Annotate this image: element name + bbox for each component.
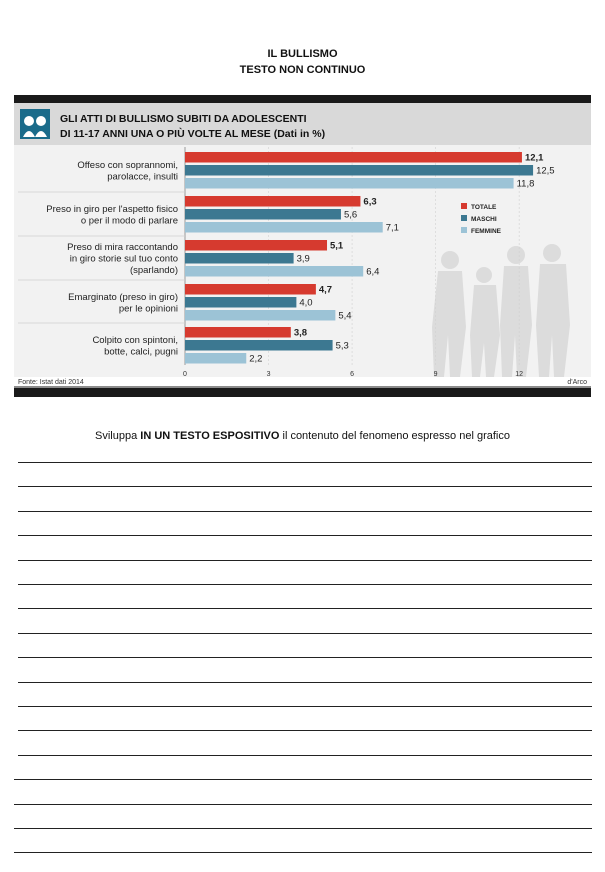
writing-line <box>18 584 592 585</box>
x-tick-label: 6 <box>350 371 355 378</box>
bar-femmine <box>185 310 335 321</box>
x-tick-label: 3 <box>266 371 271 378</box>
bar-maschi <box>185 340 333 351</box>
bar-value-label: 5,3 <box>335 340 349 352</box>
writing-line <box>18 560 592 561</box>
bar-femmine <box>185 353 246 364</box>
writing-line <box>18 682 592 683</box>
legend-swatch <box>461 203 467 209</box>
legend-label: TOTALE <box>471 204 497 211</box>
writing-line <box>14 828 592 829</box>
people-icon <box>20 109 50 139</box>
category-label: parolacce, insulti <box>107 171 178 183</box>
instruction-bold: IN UN TESTO ESPOSITIVO <box>140 430 280 442</box>
legend-swatch <box>461 215 467 221</box>
x-tick-label: 9 <box>433 371 438 378</box>
bar-value-label: 7,1 <box>385 222 399 234</box>
legend-label: MASCHI <box>471 216 497 223</box>
category-label: Colpito con spintoni, <box>92 334 178 346</box>
bar-maschi <box>185 297 296 308</box>
legend-label: FEMMINE <box>471 228 501 235</box>
writing-line <box>14 779 592 780</box>
chart-source: Fonte: Istat dati 2014 <box>18 379 84 386</box>
writing-line <box>18 486 592 487</box>
bar-value-label: 2,2 <box>249 353 263 365</box>
chart-title-line1: GLI ATTI DI BULLISMO SUBITI DA ADOLESCENTI <box>60 113 307 125</box>
category-label: (sparlando) <box>129 265 178 276</box>
bar-value-label: 4,0 <box>299 297 313 309</box>
writing-line <box>18 511 592 512</box>
bar-maschi <box>185 165 533 176</box>
x-tick-label: 0 <box>183 371 187 378</box>
bar-value-label: 4,7 <box>318 284 333 296</box>
bar-maschi <box>185 253 294 264</box>
page-subtitle: TESTO NON CONTINUO <box>239 64 366 76</box>
writing-line <box>18 535 592 536</box>
bar-value-label: 5,6 <box>343 209 358 221</box>
writing-line <box>18 657 592 658</box>
instruction-part2: il contenuto del fenomeno espresso nel grafico <box>279 430 510 442</box>
bar-value-label: 11,8 <box>516 178 535 190</box>
chart-top-bar <box>14 95 591 103</box>
category-label: Preso in giro per l'aspetto fisico <box>46 203 178 215</box>
instruction-text <box>0 430 605 442</box>
category-label: Offeso con soprannomi, <box>77 159 178 171</box>
writing-line <box>18 633 592 634</box>
bar-value-label: 6,4 <box>366 266 380 278</box>
bar-femmine <box>185 266 363 277</box>
bar-totale <box>185 152 522 163</box>
category-label: botte, calci, pugni <box>104 346 178 358</box>
legend-swatch <box>461 227 467 233</box>
bar-value-label: 12,5 <box>536 165 555 177</box>
writing-line <box>18 730 592 731</box>
writing-line <box>18 462 592 463</box>
writing-line <box>14 852 592 853</box>
chart-credit: d'Arco <box>567 379 587 386</box>
category-label: o per il modo di parlare <box>80 215 178 227</box>
bar-value-label: 3,9 <box>296 253 310 265</box>
writing-line <box>18 608 592 609</box>
bar-femmine <box>185 178 514 189</box>
bar-value-label: 6,3 <box>363 196 377 208</box>
bar-femmine <box>185 222 383 233</box>
writing-line <box>18 755 592 756</box>
category-label: Preso di mira raccontando <box>67 242 178 253</box>
category-label: in giro storie sul tuo conto <box>69 253 178 265</box>
bullying-chart <box>14 95 591 397</box>
writing-line <box>18 706 592 707</box>
bar-totale <box>185 284 316 295</box>
chart-footer-bar <box>14 388 591 397</box>
page-title: IL BULLISMO <box>267 48 338 60</box>
bar-value-label: 5,1 <box>330 240 344 252</box>
bar-value-label: 5,4 <box>338 310 352 322</box>
category-label: per le opinioni <box>118 303 178 315</box>
bar-maschi <box>185 209 341 220</box>
x-tick-label: 12 <box>515 371 524 378</box>
instruction-part1: Sviluppa <box>95 430 141 442</box>
bar-totale <box>185 196 360 207</box>
writing-line <box>14 804 592 805</box>
category-label: Emarginato (preso in giro) <box>68 291 178 303</box>
bar-totale <box>185 327 291 338</box>
chart-title-line2: DI 11-17 ANNI UNA O PIÙ VOLTE AL MESE (Dati in %) <box>60 128 326 140</box>
bar-value-label: 3,8 <box>293 327 308 339</box>
bar-totale <box>185 240 327 251</box>
bar-value-label: 12,1 <box>524 152 544 164</box>
